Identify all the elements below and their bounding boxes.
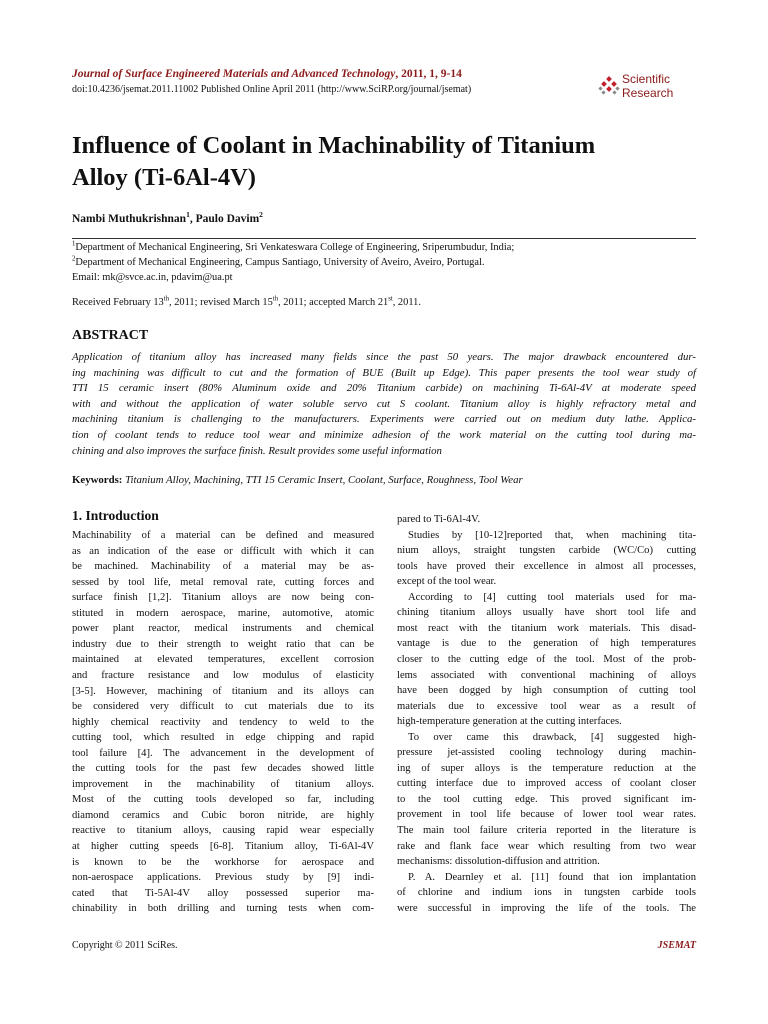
ordinal-suffix: th [272, 295, 279, 303]
body-line: tools have proved their excellence in almost all processes, [397, 560, 696, 572]
body-line: pressure jet-assisted cooling technology during machin- [397, 747, 696, 759]
affiliation-1 [72, 242, 514, 253]
publisher-name-line1: Scientific [622, 72, 671, 86]
body-line: tool failure [4]. The advancement in the development of [72, 747, 374, 759]
body-line: sessed by tool life, metal removal rate, cutting forces and [72, 576, 374, 588]
body-line: rake and flank face wear which resulting from two wear [397, 840, 696, 852]
body-line: maintained at elevated temperatures, excellent corrosion [72, 654, 374, 666]
received-part: Received February 13 [72, 297, 164, 308]
body-line: ing of super alloys is the temperature reduction at the [397, 762, 696, 774]
body-line: the cutting tools for the past few decades showed little [72, 763, 374, 775]
body-line: According to [4] cutting tool materials used for ma- [408, 591, 696, 603]
author-1: Nambi Muthukrishnan [72, 213, 187, 225]
affiliation-2 [72, 257, 484, 268]
body-line: and fracture resistance and low modulus of elasticity [72, 669, 374, 681]
body-line: The main tool failure criteria reported in the literature is [397, 825, 696, 836]
body-line: chinability in both drilling and turning tests when com- [72, 903, 374, 915]
paper-title [72, 130, 595, 194]
body-line: high-temperature generation at the cutting interfaces. [397, 716, 622, 728]
body-line: to the tool cutting edge. This proved significant im- [397, 793, 696, 805]
body-line: at higher cutting speeds [6-8]. Titanium alloy, Ti-6Al-4V [72, 841, 374, 852]
author-2-affil: 2 [259, 210, 263, 220]
affiliation-1-text: Department of Mechanical Engineering, Sri Venkateswara College of Engineering, Sriperumbudur, India; [75, 242, 515, 253]
footer-journal-abbr: JSEMAT [657, 940, 696, 951]
body-line: diamond ceramics and Cubic boron nitride, are highly [72, 809, 374, 821]
keywords [72, 474, 523, 486]
title-line-2: Alloy (Ti-6Al-4V) [72, 164, 256, 191]
abstract-heading: ABSTRACT [72, 328, 149, 343]
body-line: nium alloys, straight tungsten carbide (WC/Co) cutting [397, 545, 696, 557]
journal-issue: , 2011, 1, 9-14 [395, 68, 462, 80]
body-line: Machinability of a material can be defined and measured [72, 530, 374, 541]
abstract-line: TTI 15 ceramic insert (80% Aluminum oxide and 20% Titanium carbide) on machining Ti-6Al-4V at moderate speed [72, 382, 696, 395]
body-line: Most of the cutting tools developed so far, including [72, 794, 374, 806]
body-line: stituted in modern aerospace, marine, automotive, atomic [72, 607, 374, 619]
body-line: cutting interface due to improved access of coolant closer [397, 778, 696, 790]
abstract-line: tion of coolant tends to reduce tool wear and minimize adhesion of the work material on the cutting tool during ma- [72, 429, 696, 441]
body-line: of chlorine and indium ions in tungsten carbide tools [397, 887, 696, 899]
body-line: [3-5]. However, machining of titanium and its alloys can [72, 685, 374, 697]
affiliation-1-marker: 1 [72, 240, 76, 248]
body-line: Studies by [10-12]reported that, when machining tita- [408, 529, 696, 541]
publisher-name-line2: Research [622, 86, 674, 100]
doi-line: doi:10.4236/jsemat.2011.11002 Published Online April 2011 (http://www.SciRP.org/journal/jsemat) [72, 84, 472, 95]
revised-part: , 2011; revised March 15 [169, 297, 273, 308]
journal-citation [72, 68, 462, 80]
header-divider [72, 238, 696, 239]
body-line: is known to be the workhorse for aerospace and [72, 856, 374, 868]
body-line: lems associated with conventional machining of alloys [397, 669, 696, 681]
body-line: be considered very difficult to cut materials due to its [72, 701, 374, 713]
body-line: cated that Ti-5Al-4V alloy possessed superior ma- [72, 887, 374, 899]
section-heading-introduction: 1. Introduction [72, 508, 159, 523]
body-line: highly chemical reactivity and tendency to weld to the [72, 716, 374, 728]
accepted-part: , 2011; accepted March 21 [278, 297, 389, 308]
body-line: cutting tool, which resulted in edge chipping and rapid [72, 732, 374, 744]
body-line: provement in tool life because of lower tool wear rates. [397, 809, 696, 821]
affiliation-2-text: Department of Mechanical Engineering, Campus Santiago, University of Aveiro, Aveiro, Portugal. [75, 257, 485, 268]
scientific-research-logo [598, 72, 710, 102]
publisher-logo-icon [598, 76, 620, 98]
body-line: reactive to titanium alloys, causing rapid wear especially [72, 825, 374, 837]
body-line: have been dogged by high consumption of cutting tool [397, 685, 696, 697]
ordinal-suffix: th [163, 295, 170, 303]
author-2: Paulo Davim [195, 213, 260, 225]
ordinal-suffix: st [388, 295, 393, 303]
body-line: closer to the cutting edge of the tool. Most of the prob- [397, 653, 696, 665]
body-line: improvement in the machinability of titanium alloys. [72, 778, 374, 790]
author-1-affil: 1 [186, 210, 190, 220]
abstract-line: machining titanium is challenging to the manufacturers. Experiments were carried out on medium duty lathe. Applica- [72, 413, 696, 426]
author-list [72, 210, 263, 225]
abstract-line: with and without the application of water soluble servo cut S coolant. Titanium alloy is highly refractory metal and [72, 397, 696, 410]
footer-copyright: Copyright © 2011 SciRes. [72, 940, 178, 951]
title-line-1: Influence of Coolant in Machinability of Titanium [72, 132, 596, 159]
keywords-label: Keywords [72, 474, 119, 486]
body-line: as an indication of the ease or difficult with which it can [72, 545, 374, 557]
keywords-colon: : [118, 474, 126, 486]
body-line: P. A. Dearnley et al. [11] found that ion implantation [408, 871, 696, 883]
journal-name: Journal of Surface Engineered Materials and Advanced Technology [72, 68, 396, 80]
body-line: materials due to excessive tool wear as a result of [397, 700, 696, 712]
body-line: vantage is due to the generation of high temperatures [397, 638, 696, 650]
body-line: except of the tool wear. [397, 576, 497, 588]
body-line: chining titanium alloys usually have short tool life and [397, 607, 696, 619]
body-line: pared to Ti-6Al-4V. [397, 514, 481, 525]
body-line: mechanisms: dissolution-diffusion and attrition. [397, 856, 600, 868]
abstract-line: Application of titanium alloy has increased many fields since the past 50 years. The major drawback encountered dur- [72, 351, 696, 363]
body-line: non-aerospace applications. Previous study by [9] indi- [72, 872, 374, 884]
affiliation-2-marker: 2 [72, 255, 76, 263]
year-part: , 2011. [392, 297, 421, 308]
email-line: Email: mk@svce.ac.in, pdavim@ua.pt [72, 272, 233, 283]
body-line: industry due to their strength to weight ratio that can be [72, 638, 374, 650]
abstract-line: chining and also improves the surface finish. Result provides some useful information [72, 444, 442, 457]
abstract-line: ing machining was difficult to cut and the formation of BUE (Built up Edge). This paper presents the tool wear study of [72, 366, 696, 379]
body-line: be machined. Machinability of a material may be as- [72, 561, 374, 573]
keywords-text: Titanium Alloy, Machining, TTI 15 Ceramic Insert, Coolant, Surface, Roughness, Tool Wear [125, 474, 523, 486]
author-separator: , [189, 213, 196, 225]
body-line: surface finish [1,2]. Titanium alloys are now being con- [72, 592, 374, 604]
body-line: were successful in improving the life of the tools. The [397, 902, 696, 914]
body-line: power plant reactor, medical instruments and chemical [72, 623, 374, 635]
body-line: most react with the titanium work materials. This disad- [397, 622, 696, 634]
body-line: To over came this drawback, [4] suggested high- [408, 731, 696, 743]
received-dates [72, 297, 421, 308]
